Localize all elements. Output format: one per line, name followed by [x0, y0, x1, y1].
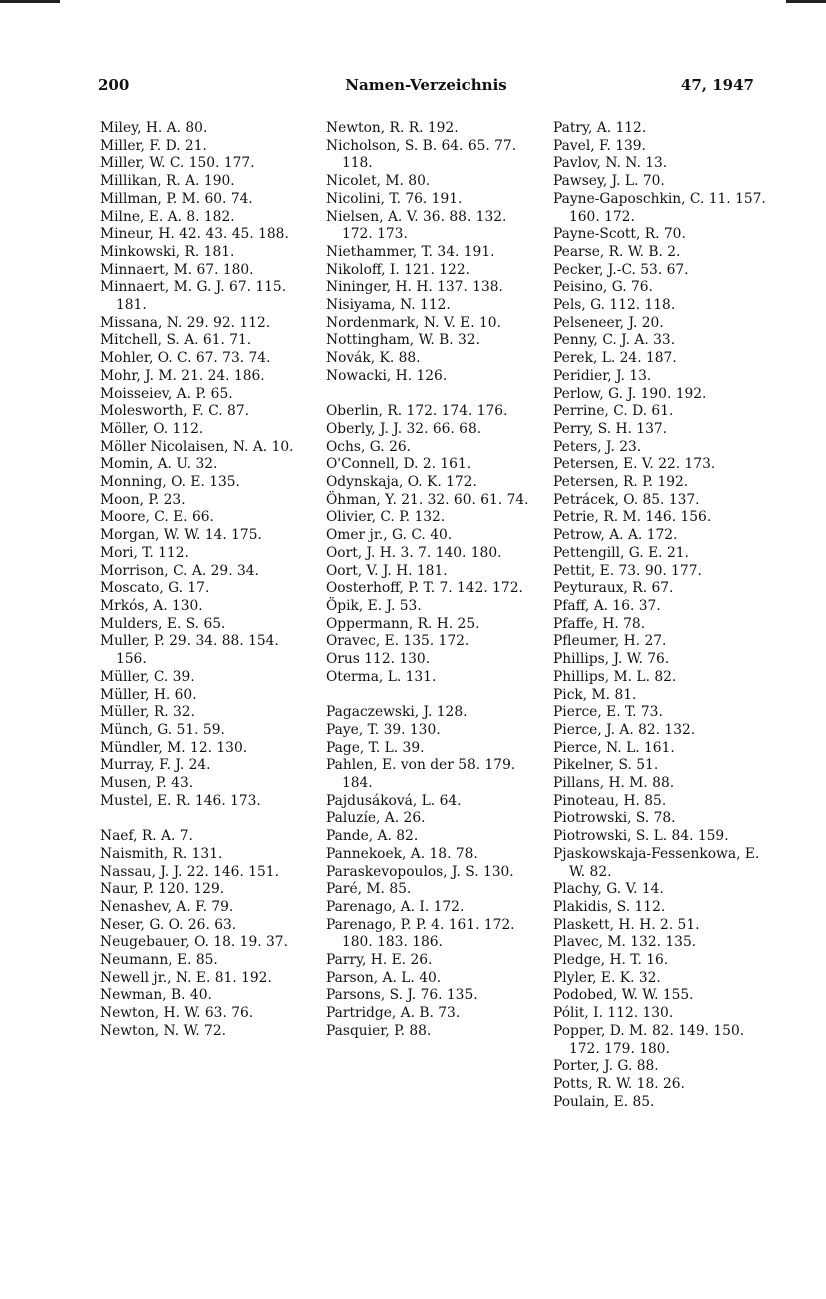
index-entry: Oberlin, R. 172. 174. 176.: [326, 403, 508, 420]
index-entry: Pjaskowskaja-Fessenkowa, E. W. 82.: [553, 845, 760, 880]
index-entry: Perlow, G. J. 190. 192.: [553, 385, 707, 402]
index-entry: Muller, P. 29. 34. 88. 154. 156.: [100, 633, 279, 668]
index-entry: Pagaczewski, J. 128.: [326, 704, 468, 721]
index-entry: Pelseneer, J. 20.: [553, 314, 664, 331]
index-entry: Pólit, I. 112. 130.: [553, 1005, 674, 1022]
index-entry: Momin, A. U. 32.: [100, 456, 218, 473]
index-entry: Morgan, W. W. 14. 175.: [100, 527, 262, 544]
index-entry: Mohr, J. M. 21. 24. 186.: [100, 367, 265, 384]
index-entry: Novák, K. 88.: [326, 350, 421, 367]
top-rule-left: [0, 0, 60, 3]
index-entry: Newton, R. R. 192.: [326, 120, 459, 136]
index-entry: Perrine, C. D. 61.: [553, 403, 674, 420]
index-entry: Musen, P. 43.: [100, 775, 194, 792]
index-entry: Pillans, H. M. 88.: [553, 775, 675, 792]
index-entry: Neumann, E. 85.: [100, 952, 218, 969]
index-entry: Pahlen, E. von der 58. 179. 184.: [326, 757, 516, 791]
index-entry: Petrow, A. A. 172.: [553, 527, 678, 544]
index-entry: Phillips, J. W. 76.: [553, 651, 670, 668]
index-entry: Mohler, O. C. 67. 73. 74.: [100, 350, 271, 367]
index-entry: Nininger, H. H. 137. 138.: [326, 279, 503, 296]
index-entry: Peyturaux, R. 67.: [553, 580, 674, 597]
index-entry: Nordenmark, N. V. E. 10.: [326, 314, 501, 331]
index-entry: Pettit, E. 73. 90. 177.: [553, 562, 702, 579]
index-entry: Mitchell, S. A. 61. 71.: [100, 332, 252, 349]
index-entry: Potts, R. W. 18. 26.: [553, 1075, 685, 1092]
index-column-3: [553, 120, 768, 1111]
index-entry: Naef, R. A. 7.: [100, 828, 193, 845]
index-entry: Möller Nicolaisen, N. A. 10.: [100, 438, 294, 455]
index-entry: Parson, A. L. 40.: [326, 969, 442, 986]
index-entry: Mustel, E. R. 146. 173.: [100, 792, 261, 809]
index-entry: Minkowski, R. 181.: [100, 243, 235, 260]
index-entry: Moon, P. 23.: [100, 491, 186, 508]
index-entry: Naismith, R. 131.: [100, 845, 223, 862]
index-entry: Pannekoek, A. 18. 78.: [326, 845, 478, 862]
index-entry: Naur, P. 120. 129.: [100, 881, 225, 898]
index-entry: Peters, J. 23.: [553, 438, 642, 455]
index-entry: Odynskaja, O. K. 172.: [326, 474, 477, 491]
index-entry: Moisseiev, A. P. 65.: [100, 385, 233, 402]
index-entry: Paluzíe, A. 26.: [326, 810, 426, 827]
index-entry: Nicolet, M. 80.: [326, 173, 431, 190]
index-entry: Newman, B. 40.: [100, 987, 212, 1004]
index-entry: Pecker, J.-C. 53. 67.: [553, 261, 689, 278]
index-entry: Miley, H. A. 80.: [100, 120, 208, 136]
index-entry: Oppermann, R. H. 25.: [326, 615, 480, 632]
index-entry: Pande, A. 82.: [326, 828, 419, 845]
index-entry: Pierce, N. L. 161.: [553, 739, 675, 756]
index-entry: Paye, T. 39. 130.: [326, 721, 441, 738]
section-gap: [100, 810, 312, 828]
index-entry: Nisiyama, N. 112.: [326, 297, 451, 314]
index-entry: Petersen, E. V. 22. 173.: [553, 456, 716, 473]
index-entry: Möller, O. 112.: [100, 420, 204, 437]
index-entry: Poulain, E. 85.: [553, 1093, 655, 1110]
index-entry: Müller, R. 32.: [100, 704, 195, 721]
index-entry: Patry, A. 112.: [553, 120, 647, 136]
index-entry: Omer jr., G. C. 40.: [326, 527, 453, 544]
index-entry: Moore, C. E. 66.: [100, 509, 214, 526]
index-entry: Peisino, G. 76.: [553, 279, 653, 296]
index-entry: Pels, G. 112. 118.: [553, 297, 676, 314]
index-entry: Öhman, Y. 21. 32. 60. 61. 74.: [326, 491, 529, 508]
index-entry: Phillips, M. L. 82.: [553, 668, 677, 685]
index-entry: Pavel, F. 139.: [553, 137, 646, 154]
index-entry: Nenashev, A. F. 79.: [100, 898, 234, 915]
index-entry: Partridge, A. B. 73.: [326, 1005, 461, 1022]
section-gap: [326, 686, 538, 704]
index-entry: Ochs, G. 26.: [326, 438, 412, 455]
index-entry: Neser, G. O. 26. 63.: [100, 916, 237, 933]
index-entry: Plachy, G. V. 14.: [553, 881, 664, 898]
index-entry: Olivier, C. P. 132.: [326, 509, 446, 526]
index-entry: Popper, D. M. 82. 149. 150. 172. 179. 180.: [553, 1022, 745, 1057]
index-entry: Nikoloff, I. 121. 122.: [326, 261, 470, 278]
index-entry: Pierce, J. A. 82. 132.: [553, 721, 696, 738]
index-entry: Paraskevopoulos, J. S. 130.: [326, 863, 514, 880]
index-entry: Mulders, E. S. 65.: [100, 615, 226, 632]
page-header: [98, 76, 754, 100]
index-entry: Pfaffe, H. 78.: [553, 615, 646, 632]
index-entry: Mori, T. 112.: [100, 544, 189, 561]
index-entry: Mrkós, A. 130.: [100, 597, 203, 614]
index-entry: Neugebauer, O. 18. 19. 37.: [100, 934, 288, 951]
index-entry: Nielsen, A. V. 36. 88. 132. 172. 173.: [326, 208, 507, 243]
index-entry: Nicolini, T. 76. 191.: [326, 190, 463, 207]
index-entry: Perry, S. H. 137.: [553, 420, 668, 437]
index-entry: Nottingham, W. B. 32.: [326, 332, 480, 349]
index-entry: Plaskett, H. H. 2. 51.: [553, 916, 700, 933]
index-entry: Oberly, J. J. 32. 66. 68.: [326, 420, 482, 437]
index-entry: Pettengill, G. E. 21.: [553, 544, 689, 561]
index-entry: Pierce, E. T. 73.: [553, 704, 663, 721]
index-entry: Monning, O. E. 135.: [100, 474, 240, 491]
index-column-2: [326, 120, 538, 1041]
index-column-1: [100, 120, 312, 1041]
index-entry: Pfaff, A. 16. 37.: [553, 597, 661, 614]
index-entry: Penny, C. J. A. 33.: [553, 332, 676, 349]
index-entry: Pick, M. 81.: [553, 686, 637, 703]
index-entry: Pavlov, N. N. 13.: [553, 155, 668, 172]
index-entry: Millman, P. M. 60. 74.: [100, 190, 253, 207]
index-entry: Miller, F. D. 21.: [100, 137, 207, 154]
index-entry: Milne, E. A. 8. 182.: [100, 208, 235, 225]
index-entry: Newell jr., N. E. 81. 192.: [100, 969, 272, 986]
index-entry: Öpik, E. J. 53.: [326, 597, 422, 614]
index-entry: Pawsey, J. L. 70.: [553, 173, 665, 190]
index-entry: Oort, J. H. 3. 7. 140. 180.: [326, 544, 502, 561]
index-entry: Plyler, E. K. 32.: [553, 969, 661, 986]
top-rule-right: [786, 0, 826, 3]
index-entry: Paré, M. 85.: [326, 881, 412, 898]
index-entry: Oort, V. J. H. 181.: [326, 562, 448, 579]
index-entry: Newton, H. W. 63. 76.: [100, 1005, 254, 1022]
index-entry: Molesworth, F. C. 87.: [100, 403, 249, 420]
index-entry: Nicholson, S. B. 64. 65. 77. 118.: [326, 137, 517, 172]
index-entry: Nowacki, H. 126.: [326, 367, 448, 384]
index-entry: Piotrowski, S. 78.: [553, 810, 676, 827]
index-entry: Pikelner, S. 51.: [553, 757, 659, 774]
index-entry: Petrácek, O. 85. 137.: [553, 491, 700, 508]
index-entry: Porter, J. G. 88.: [553, 1058, 659, 1075]
index-entry: Payne-Gaposchkin, C. 11. 157. 160. 172.: [553, 190, 766, 225]
index-entry: Mündler, M. 12. 130.: [100, 739, 248, 756]
index-entry: Newton, N. W. 72.: [100, 1022, 226, 1039]
index-entry: Orus 112. 130.: [326, 651, 431, 668]
index-entry: Parsons, S. J. 76. 135.: [326, 987, 478, 1004]
index-entry: Müller, C. 39.: [100, 668, 195, 685]
index-entry: Minnaert, M. 67. 180.: [100, 261, 254, 278]
index-entry: Petrie, R. M. 146. 156.: [553, 509, 712, 526]
index-entry: Oosterhoff, P. T. 7. 142. 172.: [326, 580, 523, 597]
index-entry: Payne-Scott, R. 70.: [553, 226, 686, 243]
index-entry: Miller, W. C. 150. 177.: [100, 155, 255, 172]
index-entry: Millikan, R. A. 190.: [100, 173, 235, 190]
section-gap: [326, 386, 538, 404]
index-entry: Piotrowski, S. L. 84. 159.: [553, 828, 729, 845]
index-entry: Pledge, H. T. 16.: [553, 952, 669, 969]
index-entry: Oterma, L. 131.: [326, 668, 437, 685]
index-entry: Oravec, E. 135. 172.: [326, 633, 470, 650]
index-entry: Parenago, A. I. 172.: [326, 898, 465, 915]
index-entry: Nassau, J. J. 22. 146. 151.: [100, 863, 279, 880]
index-entry: Pinoteau, H. 85.: [553, 792, 667, 809]
index-entry: Moscato, G. 17.: [100, 580, 210, 597]
index-entry: Pearse, R. W. B. 2.: [553, 243, 681, 260]
index-entry: Perek, L. 24. 187.: [553, 350, 677, 367]
index-entry: Parenago, P. P. 4. 161. 172. 180. 183. 186.: [326, 916, 515, 951]
index-entry: Podobed, W. W. 155.: [553, 987, 694, 1004]
index-entry: Murray, F. J. 24.: [100, 757, 211, 774]
index-entry: Mineur, H. 42. 43. 45. 188.: [100, 226, 289, 243]
volume-year: 47, 1947: [680, 76, 754, 94]
index-entry: Münch, G. 51. 59.: [100, 721, 225, 738]
index-entry: Morrison, C. A. 29. 34.: [100, 562, 259, 579]
page-number: 200: [98, 76, 130, 94]
index-entry: Missana, N. 29. 92. 112.: [100, 314, 271, 331]
index-entry: Niethammer, T. 34. 191.: [326, 243, 495, 260]
index-entry: Pfleumer, H. 27.: [553, 633, 667, 650]
index-entry: O'Connell, D. 2. 161.: [326, 456, 472, 473]
index-entry: Minnaert, M. G. J. 67. 115. 181.: [100, 279, 287, 314]
index-entry: Petersen, R. P. 192.: [553, 474, 689, 491]
index-entry: Müller, H. 60.: [100, 686, 197, 703]
index-entry: Plavec, M. 132. 135.: [553, 934, 697, 951]
index-entry: Peridier, J. 13.: [553, 367, 652, 384]
index-entry: Page, T. L. 39.: [326, 739, 425, 756]
page-title: Namen-Verzeichnis: [345, 76, 507, 94]
index-entry: Pasquier, P. 88.: [326, 1022, 432, 1039]
index-entry: Pajdusáková, L. 64.: [326, 792, 462, 809]
index-entry: Parry, H. E. 26.: [326, 952, 433, 969]
index-entry: Plakidis, S. 112.: [553, 898, 666, 915]
